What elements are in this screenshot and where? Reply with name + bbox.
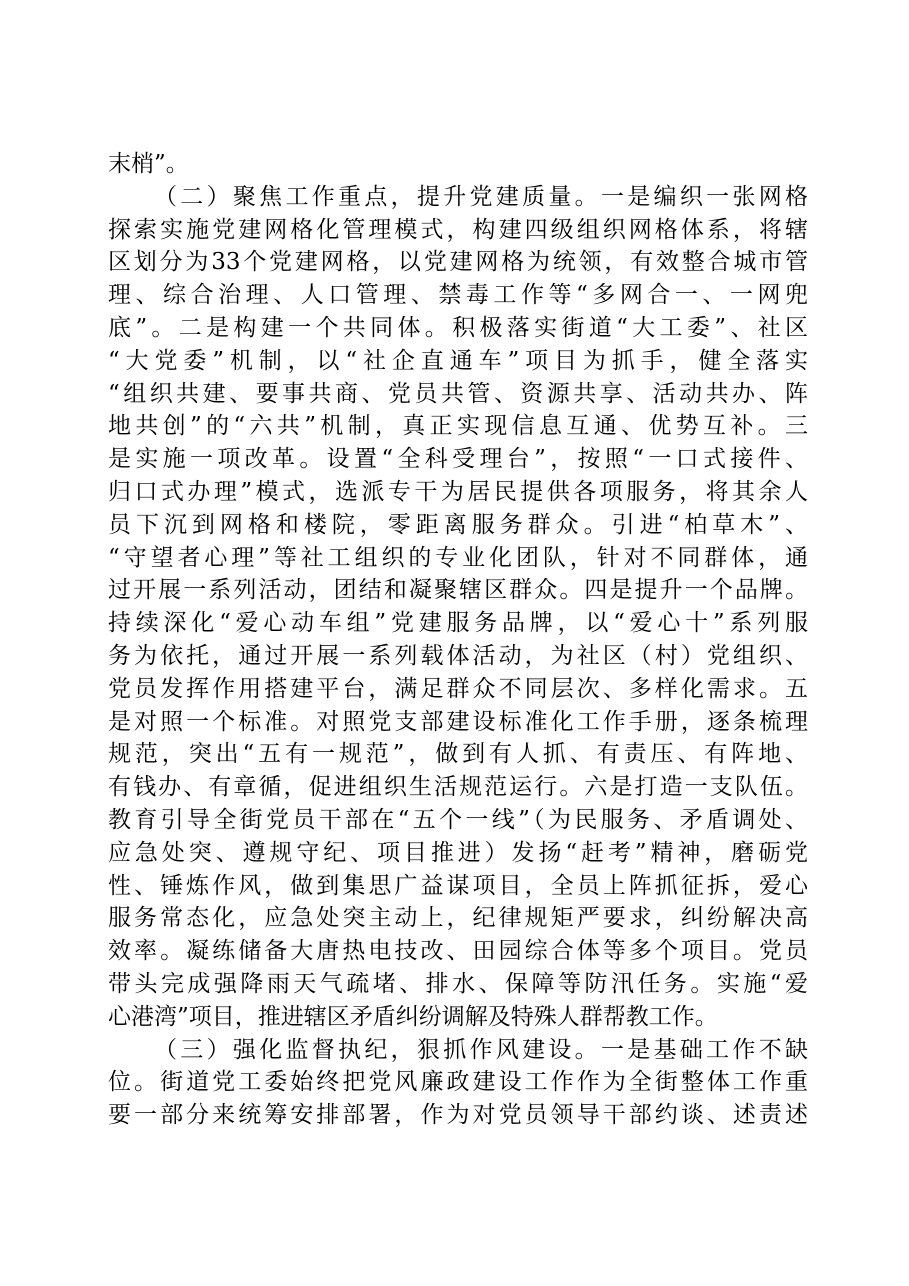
text-line: 归口式办理”模式，选派专干为居民提供各项服务，将其余人 [108,478,808,505]
text-line: “组织共建、要事共商、党员共管、资源共享、活动共办、阵 [108,380,808,407]
text-line: 探索实施党建网格化管理模式，构建四级组织网格体系，将辖 [108,216,808,243]
text-line: （三）强化监督执纪，狠抓作风建设。一是基础工作不缺 [154,1036,808,1063]
text-line: 有钱办、有章循，促进组织生活规范运行。六是打造一支队伍。 [108,774,808,801]
text-line: 心港湾”项目，推进辖区矛盾纠纷调解及特殊人群帮教工作。 [108,1003,718,1030]
text-line: 是实施一项改革。设置“全科受理台”，按照“一口式接件、 [108,446,808,473]
text-line: 区划分为33个党建网格，以党建网格为统领，有效整合城市管 [108,249,808,276]
text-line: 是对照一个标准。对照党支部建设标准化工作手册，逐条梳理 [108,708,808,735]
text-line: 应急处突、遵规守纪、项目推进）发扬“赶考”精神，磨砺党 [108,839,808,866]
text-line: 位。街道党工委始终把党风廉政建设工作作为全街整体工作重 [108,1069,808,1096]
text-line: 理、综合治理、人口管理、禁毒工作等“多网合一、一网兜 [108,282,808,309]
text-line: 过开展一系列活动，团结和凝聚辖区群众。四是提升一个品牌。 [108,577,808,604]
text-line: 教育引导全街党员干部在“五个一线”（为民服务、矛盾调处、 [108,806,808,833]
text-line: 服务常态化，应急处突主动上，纪律规矩严要求，纠纷解决高 [108,905,808,932]
text-line: 持续深化“爱心动车组”党建服务品牌，以“爱心十”系列服 [108,610,808,637]
text-line: 务为依托，通过开展一系列载体活动，为社区（村）党组织、 [108,642,808,669]
text-line: 地共创”的“六共”机制，真正实现信息互通、优势互补。三 [108,413,808,440]
text-line: “大党委”机制，以“社企直通车”项目为抓手，健全落实 [108,347,808,374]
text-line: 员下沉到网格和楼院，零距离服务群众。引进“柏草木”、 [108,511,808,538]
text-line: 性、锤炼作风，做到集思广益谋项目，全员上阵抓征拆，爱心 [108,872,808,899]
text-line: 要一部分来统筹安排部署，作为对党员领导干部约谈、述责述 [108,1102,808,1129]
text-line: 规范，突出“五有一规范”，做到有人抓、有责压、有阵地、 [108,741,808,768]
body-text [108,148,808,1132]
text-line: 底”。二是构建一个共同体。积极落实街道“大工委”、社区 [108,314,808,341]
text-line: 效率。凝练储备大唐热电技改、田园综合体等多个项目。党员 [108,938,808,965]
text-line: “守望者心理”等社工组织的专业化团队，针对不同群体，通 [108,544,808,571]
text-line: 带头完成强降雨天气疏堵、排水、保障等防汛任务。实施“爱 [108,970,808,997]
text-line: 党员发挥作用搭建平台，满足群众不同层次、多样化需求。五 [108,675,808,702]
text-line: （二）聚焦工作重点，提升党建质量。一是编织一张网格 [154,183,808,210]
text-line: 末梢”。 [108,151,189,177]
